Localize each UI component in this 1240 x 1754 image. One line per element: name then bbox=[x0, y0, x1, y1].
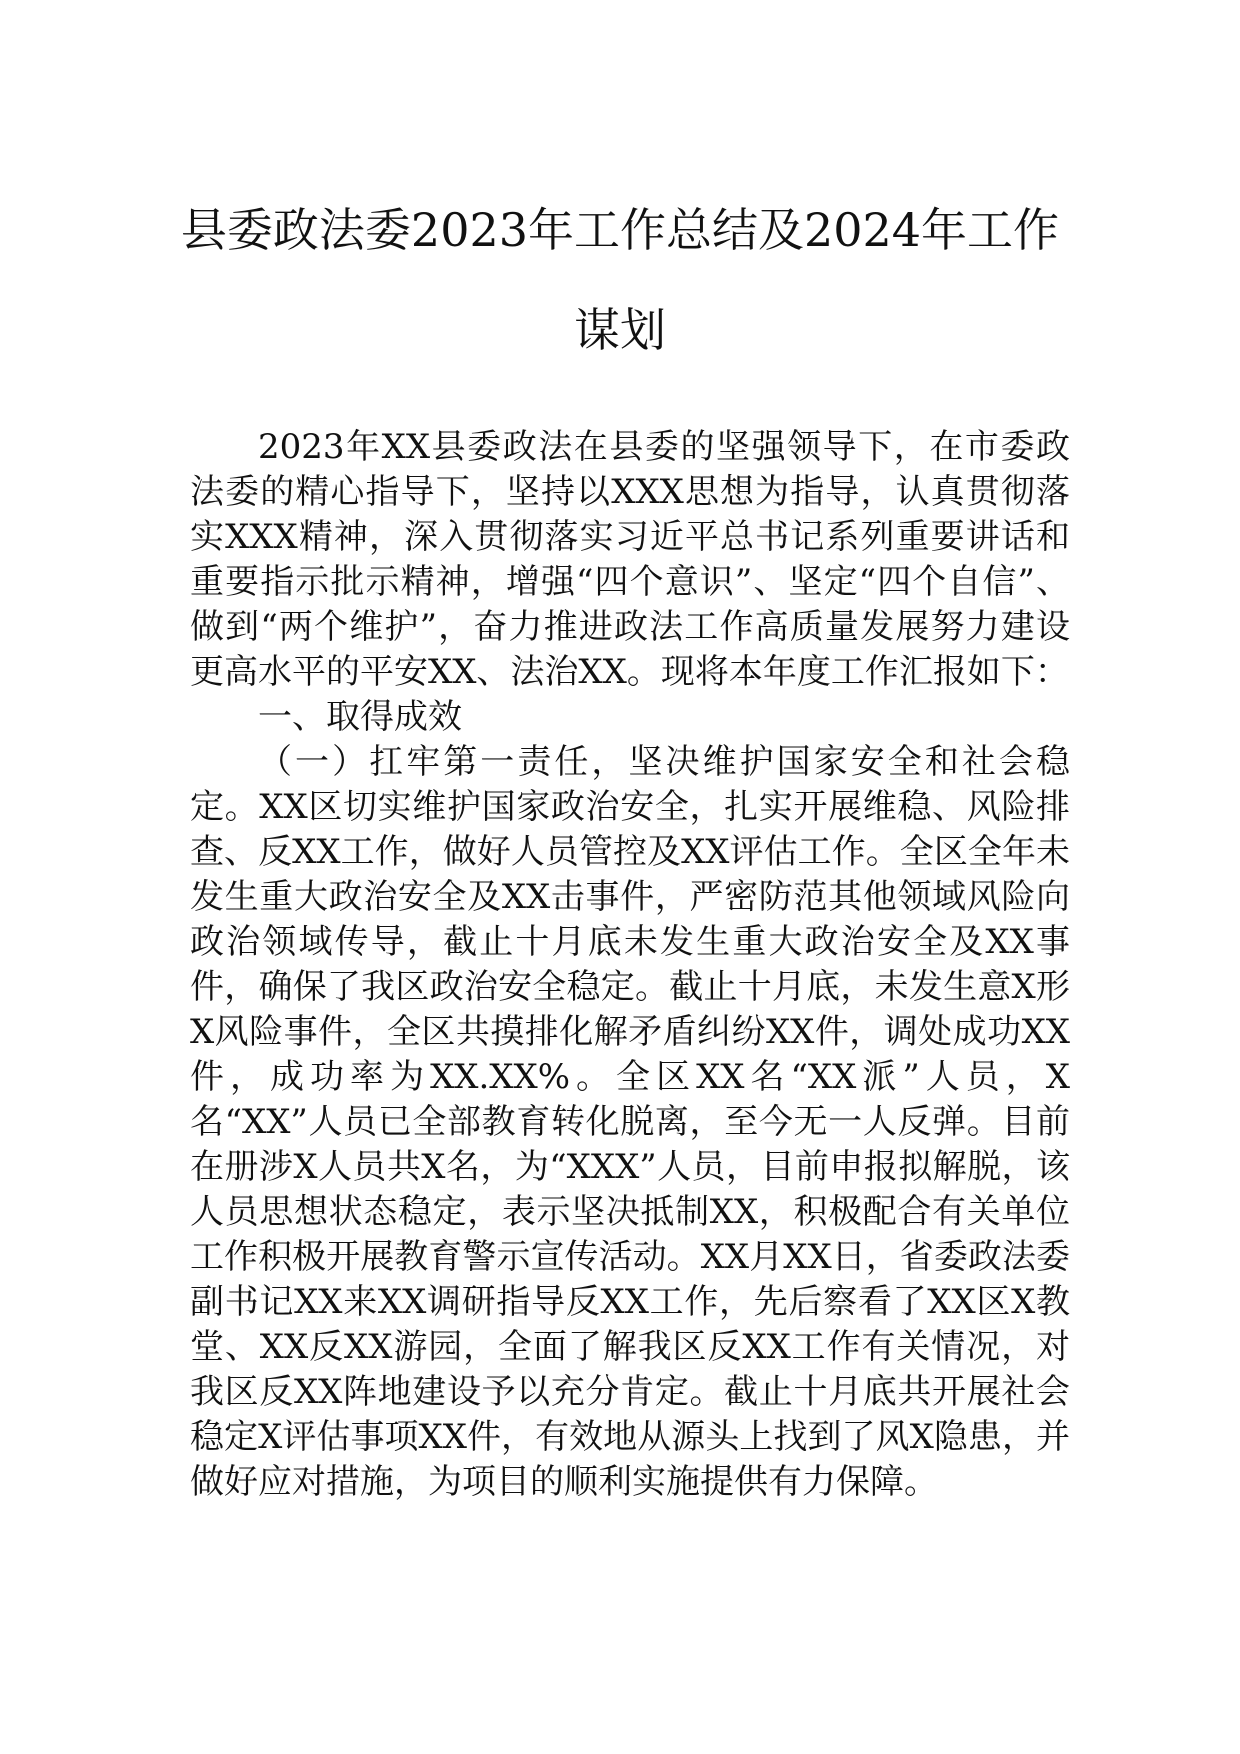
document-title: 县委政法委2023年工作总结及2024年工作谋划 bbox=[180, 203, 1060, 357]
subsection-paragraph: （一）扛牢第一责任，坚决维护国家安全和社会稳定。XX区切实维护国家政治安全，扎实开展维稳、风险排查、反XX工作，做好人员管控及XX评估工作。全区全年未发生重大政治安全及XX击事件，严密防范其他领域风险向政治领域传导，截止十月底未发生重大政治安全及XX事件，确保了我区政治安全稳定。截止十月底，未发生意X形X风险事件，全区共摸排化解矛盾纠纷XX件，调处成功XX件，成功率为XX.XX%。全区XX名“XX派”人员，X名“XX”人员已全部教育转化脱离，至今无一人反弹。目前在册涉X人员共X名，为“XXX”人员，目前申报拟解脱，该人员思想状态稳定，表示坚决抵制XX，积极配合有关单位工作积极开展教育警示宣传活动。XX月XX日，省委政法委副书记XX来XX调研指导反XX工作，先后察看了XX区X教堂、XX反XX游园，全面了解我区反XX工作有关情况，对我区反XX阵地建设予以充分肯定。截止十月底共开展社会稳定X评估事项XX件，有效地从源头上找到了风X隐患，并做好应对措施，为项目的顺利实施提供有力保障。 bbox=[190, 742, 1070, 1502]
section-heading: 一、取得成效 bbox=[258, 697, 462, 737]
document-body bbox=[190, 425, 1070, 1505]
intro-paragraph: 2023年XX县委政法在县委的坚强领导下，在市委政法委的精心指导下，坚持以XXX思想为指导，认真贯彻落实XXX精神，深入贯彻落实习近平总书记系列重要讲话和重要指示批示精神，增强“四个意识”、坚定“四个自信”、做到“两个维护”，奋力推进政法工作高质量发展努力建设更高水平的平安XX、法治XX。现将本年度工作汇报如下： bbox=[190, 427, 1070, 692]
